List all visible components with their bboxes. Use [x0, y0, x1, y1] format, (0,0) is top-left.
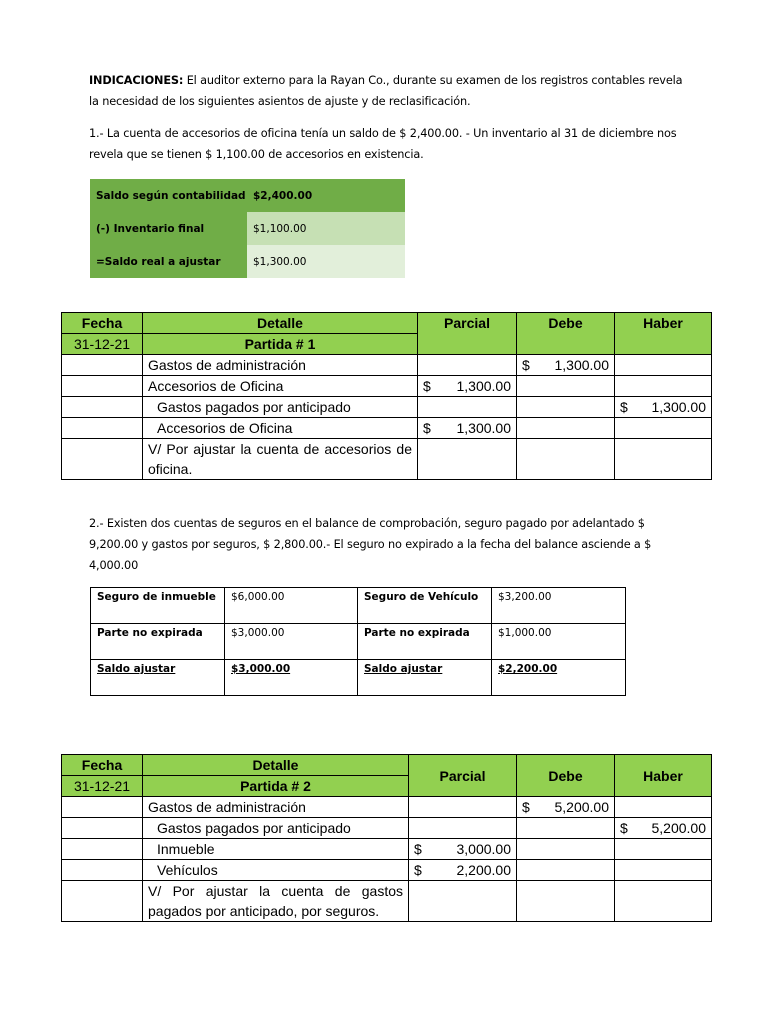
entry-title: Partida # 1 [143, 334, 418, 355]
detail-cell: Gastos pagados por anticipado [143, 818, 409, 839]
table-row [91, 588, 626, 624]
header-debe: Debe [517, 313, 615, 355]
insurance-value: $3,000.00 [225, 660, 358, 696]
debe-value: 1,300.00 [554, 357, 609, 373]
table-row [62, 860, 712, 881]
debe-value: 5,200.00 [554, 799, 609, 815]
parcial-value: 1,300.00 [456, 378, 511, 394]
detail-cell: Vehículos [143, 860, 409, 881]
summary-value: $1,100.00 [247, 212, 405, 245]
summary-row [90, 212, 405, 245]
detail-cell: Gastos de administración [143, 797, 409, 818]
header-haber: Haber [615, 755, 712, 797]
insurance-value: $1,000.00 [492, 624, 626, 660]
table-row [62, 818, 712, 839]
insurance-value: $2,200.00 [492, 660, 626, 696]
insurance-table [90, 587, 626, 696]
insurance-value: $3,000.00 [225, 624, 358, 660]
instructions-paragraph [89, 70, 689, 112]
entry-title: Partida # 2 [143, 776, 409, 797]
summary-row [90, 245, 405, 278]
currency-symbol: $ [620, 820, 628, 836]
detail-cell: Inmueble [143, 839, 409, 860]
entry-date: 31-12-21 [62, 776, 143, 797]
entry-note: V/ Por ajustar la cuenta de gastos pagados por anticipado, por seguros. [143, 881, 409, 922]
header-parcial: Parcial [409, 755, 517, 797]
parcial-value: 1,300.00 [456, 420, 511, 436]
header-fecha: Fecha [62, 755, 143, 776]
header-haber: Haber [615, 313, 712, 355]
table-row [62, 376, 712, 397]
summary-table-1 [90, 179, 405, 278]
detail-cell: Accesorios de Oficina [143, 376, 418, 397]
journal-table-2 [61, 754, 712, 922]
header-fecha: Fecha [62, 313, 143, 334]
summary-value: $1,300.00 [247, 245, 405, 278]
detail-cell: Accesorios de Oficina [143, 418, 418, 439]
table-row [91, 660, 626, 696]
instructions-label: INDICACIONES: [89, 74, 184, 87]
currency-symbol: $ [522, 357, 530, 373]
currency-symbol: $ [522, 799, 530, 815]
summary-label: =Saldo real a ajustar [90, 245, 247, 278]
summary-row [90, 179, 405, 212]
summary-label: (-) Inventario final [90, 212, 247, 245]
instructions-text: El auditor externo para la Rayan Co., durante su examen de los registros contables revela la necesidad de los siguientes asientos de ajuste y de reclasificación. [89, 74, 683, 108]
question-1-text: 1.- La cuenta de accesorios de oficina tenía un saldo de $ 2,400.00. - Un inventario al 31 de diciembre nos revela que se tienen $ 1,100.00 de accesorios en existencia. [89, 127, 677, 161]
table-row [62, 355, 712, 376]
entry-date: 31-12-21 [62, 334, 143, 355]
insurance-label: Saldo ajustar [358, 660, 492, 696]
insurance-value: $6,000.00 [225, 588, 358, 624]
haber-value: 5,200.00 [651, 820, 706, 836]
detail-cell: Gastos de administración [143, 355, 418, 376]
table-row [62, 397, 712, 418]
summary-value: $2,400.00 [247, 179, 405, 212]
currency-symbol: $ [423, 420, 431, 436]
header-debe: Debe [517, 755, 615, 797]
insurance-label: Parte no expirada [91, 624, 225, 660]
header-detalle: Detalle [143, 755, 409, 776]
journal-table-1 [61, 312, 712, 480]
table-row [62, 881, 712, 922]
detail-cell: Gastos pagados por anticipado [143, 397, 418, 418]
insurance-label: Seguro de inmueble [91, 588, 225, 624]
summary-label: Saldo según contabilidad [90, 179, 247, 212]
insurance-label: Seguro de Vehículo [358, 588, 492, 624]
table-row [62, 839, 712, 860]
table-row [62, 418, 712, 439]
header-detalle: Detalle [143, 313, 418, 334]
table-row [62, 439, 712, 480]
insurance-label: Saldo ajustar [91, 660, 225, 696]
currency-symbol: $ [414, 862, 422, 878]
table-row [91, 624, 626, 660]
currency-symbol: $ [423, 378, 431, 394]
table-row [62, 797, 712, 818]
parcial-value: 2,200.00 [456, 862, 511, 878]
entry-note: V/ Por ajustar la cuenta de accesorios de oficina. [143, 439, 418, 480]
currency-symbol: $ [620, 399, 628, 415]
question-2-text: 2.- Existen dos cuentas de seguros en el balance de comprobación, seguro pagado por adelantado $ 9,200.00 y gastos por seguros, $ 2,800.00.- El seguro no expirado a la fecha del balance asciende a $ 4,000.00 [89, 517, 652, 572]
insurance-value: $3,200.00 [492, 588, 626, 624]
insurance-label: Parte no expirada [358, 624, 492, 660]
header-parcial: Parcial [418, 313, 517, 355]
haber-value: 1,300.00 [651, 399, 706, 415]
parcial-value: 3,000.00 [456, 841, 511, 857]
currency-symbol: $ [414, 841, 422, 857]
